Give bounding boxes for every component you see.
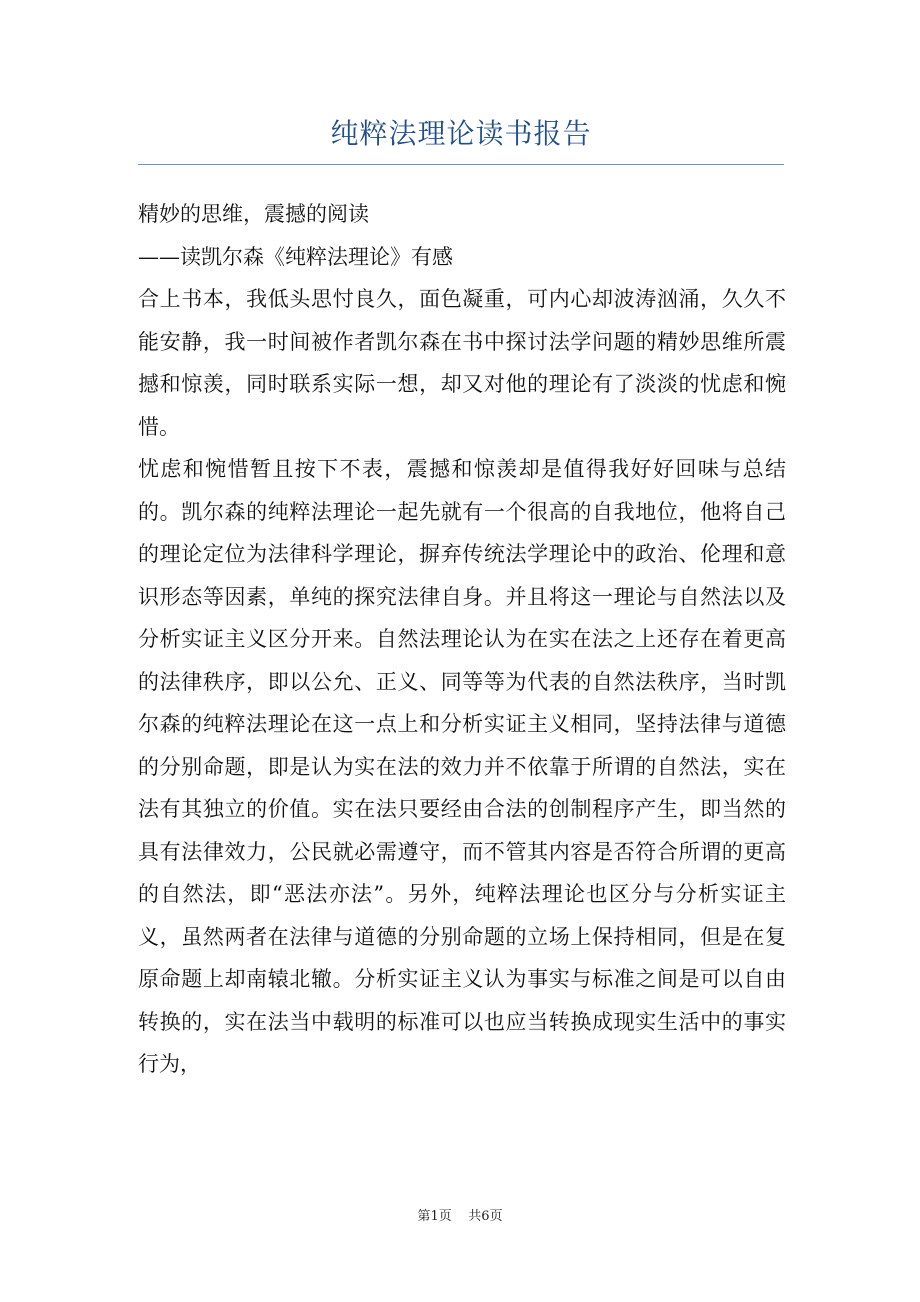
document-title: 纯粹法理论读书报告 <box>330 117 592 150</box>
page-footer <box>0 1205 920 1224</box>
total-prefix: 共 <box>468 1209 482 1224</box>
document-body <box>138 193 786 1086</box>
subtitle-line: 精妙的思维，震撼的阅读 <box>138 202 369 226</box>
subtitle-byline: ——读凯尔森《纯粹法理论》有感 <box>138 244 453 269</box>
title-divider <box>138 164 784 165</box>
total-unit: 页 <box>489 1209 503 1224</box>
body-paragraph: 忧虑和惋惜暂且按下不表，震撼和惊羡却是值得我好好回味与总结的。凯尔森的纯粹法理论一起先就有一个很高的自我地位，他将自己的理论定位为法律科学理论，摒弃传统法学理论中的政治、伦理和意识形态等因素，单纯的探究法律自身。并且将这一理论与自然法以及分析实证主义区分开来。自然法理论认为在实在法之上还存在着更高的法律秩序，即以公允、正义、同等等为代表的自然法秩序，当时凯尔森的纯粹法理论在这一点上和分析实证主义相同，坚持法律与道德的分别命题，即是认为实在法的效力并不依靠于所谓的自然法，实在法有其独立的价值。实在法只要经由合法的创制程序产生，即当然的具有法律效力，公民就必需遵守，而不管其内容是否符合所谓的更高的自然法，即“恶法亦法”。另外，纯粹法理论也区分与分析实证主义，虽然两者在法律与道德的分别命题的立场上保持相同，但是在复原命题上却南辕北辙。分析实证主义认为事实与标准之间是可以自由转换的，实在法当中载明的标准可以也应当转换成现实生活中的事实行为， <box>138 457 786 1076</box>
page-total: 6 <box>481 1209 490 1224</box>
page-current: 1 <box>430 1209 439 1224</box>
body-paragraph: 合上书本，我低头思忖良久，面色凝重，可内心却波涛汹涌，久久不能安静，我一时间被作者凯尔森在书中探讨法学问题的精妙思维所震撼和惊羡，同时联系实际一想，却又对他的理论有了淡淡的忧虑和惋惜。 <box>138 287 786 439</box>
page-prefix: 第 <box>417 1209 431 1224</box>
page-unit: 页 <box>438 1209 452 1224</box>
